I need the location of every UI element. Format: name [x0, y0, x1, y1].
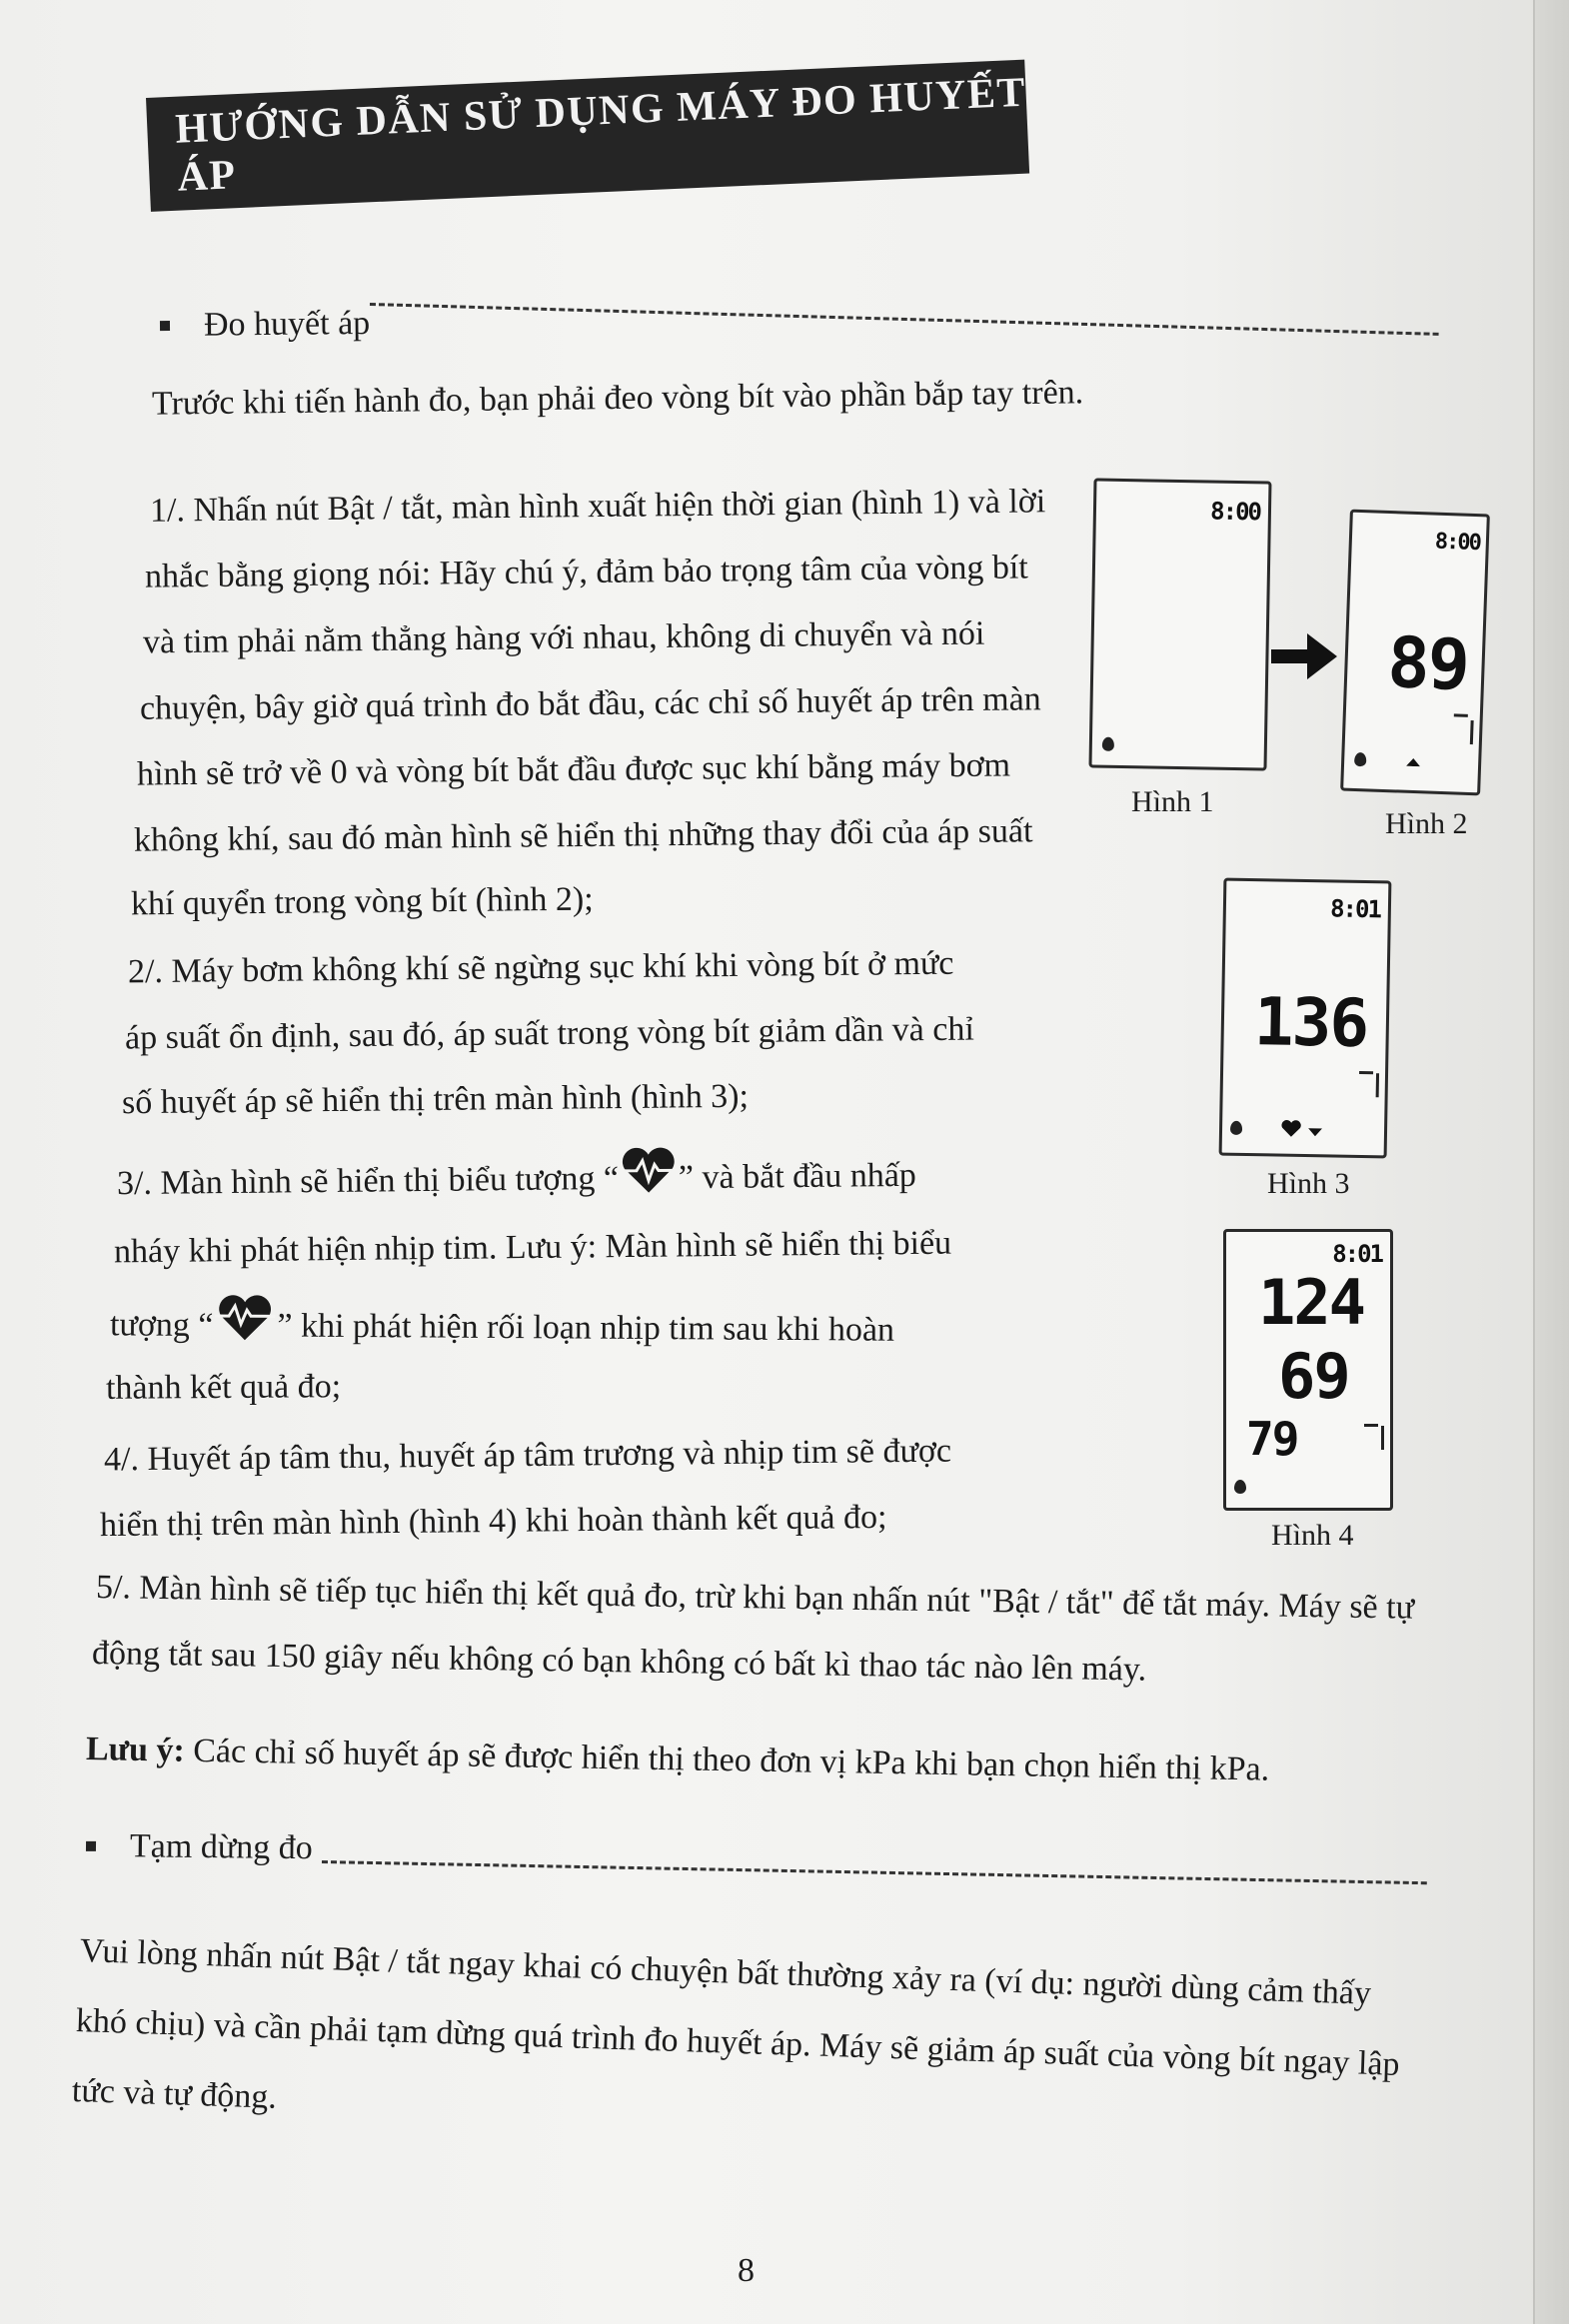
- step-4-line: 4/. Huyết áp tâm thu, huyết áp tâm trương và nhịp tim sẽ được: [103, 1432, 952, 1479]
- step-1-line: khí quyển trong vòng bít (hình 2);: [130, 880, 594, 923]
- pause-line: tức và tự động.: [71, 2072, 278, 2116]
- irregular-heartbeat-icon: [213, 1294, 277, 1342]
- step-1-line: nhắc bằng giọng nói: Hãy chú ý, đảm bảo trọng tâm của vòng bít: [144, 549, 1028, 595]
- figure-3-display: [1219, 878, 1392, 1159]
- pause-line: khó chịu) và cần phải tạm dừng quá trình đo huyết áp. Máy sẽ giảm áp suất của vòng bít ngay lập: [75, 2002, 1401, 2083]
- note-text: Các chỉ số huyết áp sẽ được hiển thị theo đơn vị kPa khi bạn chọn hiển thị kPa.: [184, 1732, 1270, 1788]
- step-1-line: chuyện, bây giờ quá trình đo bắt đầu, các chỉ số huyết áp trên màn: [139, 680, 1041, 727]
- figure-4-caption: Hình 4: [1271, 1519, 1354, 1552]
- figure-2-caption: Hình 2: [1385, 807, 1468, 840]
- bullet-icon: [160, 321, 170, 331]
- step-2-line: 2/. Máy bơm không khí sẽ ngừng sục khí khi vòng bít ở mức: [127, 944, 954, 991]
- page-edge: [1533, 0, 1569, 2324]
- bullet-icon: [86, 1841, 96, 1851]
- inflate-indicator-icon: [1406, 758, 1420, 766]
- figure-4-display: [1223, 1229, 1393, 1511]
- note-paragraph: [85, 1717, 1269, 1803]
- time-readout: 8:01: [1329, 894, 1381, 924]
- title-banner: [146, 60, 1029, 212]
- time-readout: 8:00: [1209, 497, 1261, 527]
- unit-tick: [1359, 1071, 1373, 1074]
- step-1-line: không khí, sau đó màn hình sẽ hiển thị những thay đổi của áp suất: [133, 812, 1033, 859]
- step-2-line: số huyết áp sẽ hiển thị trên màn hình (hình 3);: [121, 1077, 750, 1122]
- arrow-right-icon: [1271, 631, 1339, 681]
- dotted-leader: [322, 1860, 1427, 1884]
- figure-1-display: [1088, 478, 1271, 770]
- unit-tick: [1454, 713, 1468, 716]
- step-1-line: hình sẽ trở về 0 và vòng bít bắt đầu được sục khí bằng máy bơm: [136, 746, 1011, 793]
- pressure-readout: 136: [1253, 983, 1368, 1063]
- figure-3-caption: Hình 3: [1267, 1167, 1350, 1200]
- step-3-line: 3/. Màn hình sẽ hiển thị biểu tượng “ ” và bắt đầu nhấp: [117, 1143, 917, 1217]
- step-3-line: nháy khi phát hiện nhịp tim. Lưu ý: Màn hình sẽ hiển thị biểu: [113, 1224, 952, 1271]
- unit-tick: [1364, 1424, 1378, 1427]
- dotted-leader: [370, 303, 1439, 336]
- figure-2-display: [1340, 510, 1490, 796]
- heart-pulse-icon: [619, 1146, 679, 1195]
- pulse-readout: 79: [1246, 1412, 1298, 1466]
- step-1-line: và tim phải nằm thẳng hàng với nhau, không di chuyển và nói: [142, 614, 985, 661]
- page-title: HƯỚNG DẪN SỬ DỤNG MÁY ĐO HUYẾT ÁP: [174, 69, 1027, 201]
- cuff-icon: [1230, 1121, 1242, 1135]
- figure-1-caption: Hình 1: [1131, 785, 1214, 818]
- step-1-line: 1/. Nhấn nút Bật / tắt, màn hình xuất hiện thời gian (hình 1) và lời: [149, 483, 1046, 530]
- page-number: 8: [738, 2252, 755, 2289]
- cuff-icon: [1354, 752, 1366, 766]
- step-5-line: 5/. Màn hình sẽ tiếp tục hiển thị kết quả đo, trừ khi bạn nhấn nút "Bật / tắt" để tắt máy. Máy sẽ tự: [95, 1569, 1415, 1627]
- unit-tick: [1376, 1073, 1379, 1097]
- diastolic-readout: 69: [1278, 1340, 1349, 1413]
- cuff-icon: [1234, 1480, 1246, 1494]
- cuff-icon: [1102, 737, 1114, 751]
- section-heading-pause: [86, 1827, 313, 1867]
- step-2-line: áp suất ổn định, sau đó, áp suất trong vòng bít giảm dần và chỉ: [124, 1010, 975, 1057]
- step-5-line: động tắt sau 150 giây nếu không có bạn không có bất kì thao tác nào lên máy.: [91, 1635, 1147, 1689]
- step-4-line: hiển thị trên màn hình (hình 4) khi hoàn thành kết quả đo;: [99, 1498, 887, 1545]
- pressure-readout: 89: [1386, 621, 1470, 706]
- deflate-indicator-icon: [1308, 1128, 1322, 1136]
- pause-line: Vui lòng nhấn nút Bật / tắt ngay khai có chuyện bất thường xảy ra (ví dụ: người dùng cảm thấy: [79, 1932, 1372, 2012]
- time-readout: 8:01: [1332, 1240, 1382, 1268]
- unit-tick: [1470, 720, 1474, 744]
- note-label: Lưu ý:: [85, 1731, 186, 1769]
- systolic-readout: 124: [1258, 1266, 1364, 1339]
- intro-text: Trước khi tiến hành đo, bạn phải đeo vòng bít vào phần bắp tay trên.: [151, 374, 1084, 423]
- step-3-line: tượng “ ” khi phát hiện rối loạn nhịp tim sau khi hoàn: [110, 1292, 894, 1363]
- step-3-line: thành kết quả đo;: [105, 1368, 342, 1407]
- section-title: Đo huyết áp: [203, 304, 371, 344]
- section-title: Tạm dừng đo: [129, 1827, 313, 1867]
- time-readout: 8:00: [1434, 529, 1481, 557]
- unit-tick: [1381, 1426, 1384, 1450]
- section-heading-measure: [160, 305, 371, 345]
- heart-icon: [1280, 1120, 1302, 1138]
